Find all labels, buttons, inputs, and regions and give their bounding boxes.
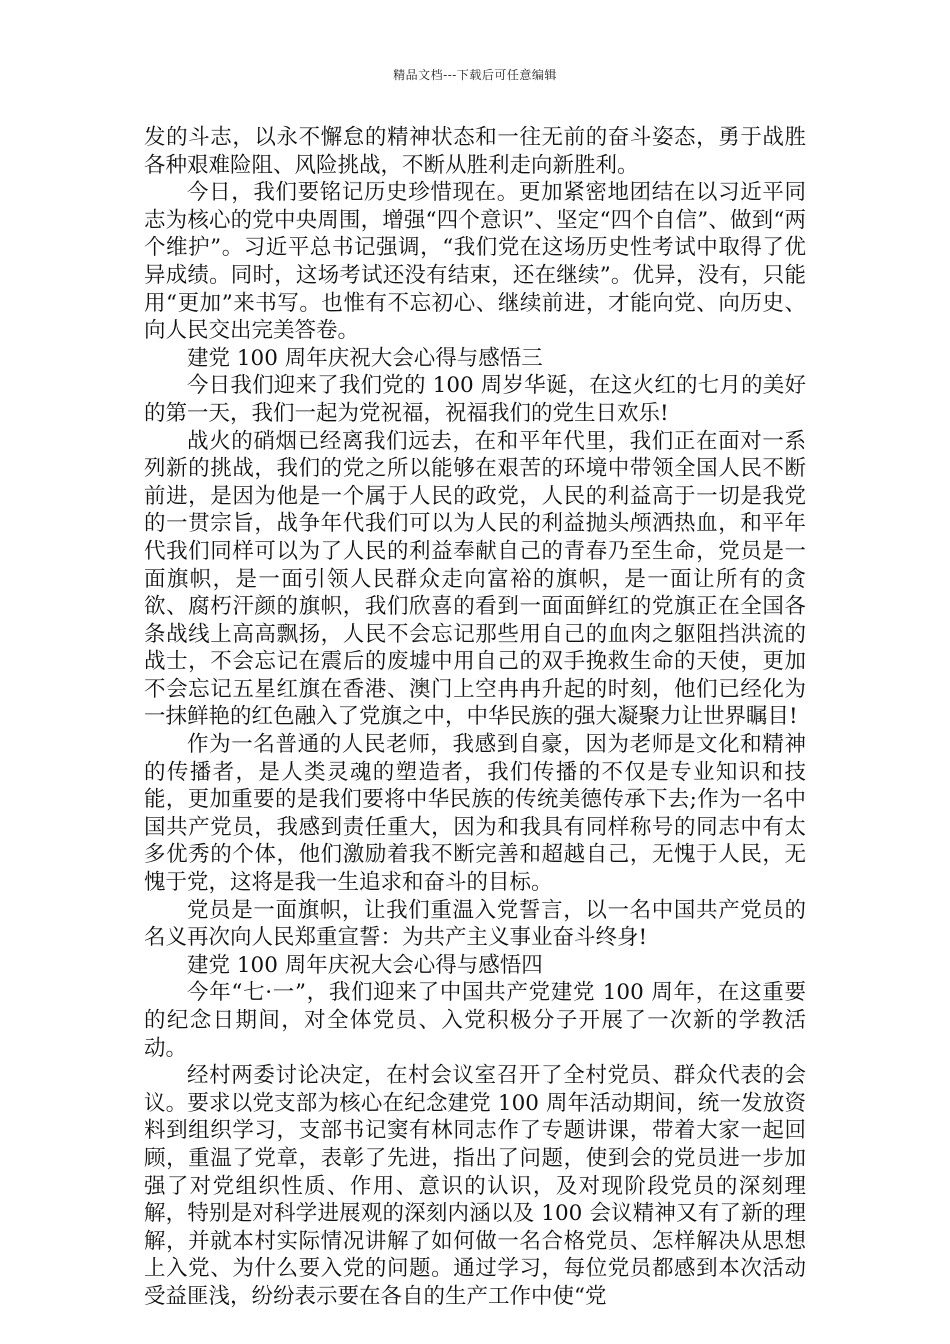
document-body: [144, 124, 806, 1311]
page-header: 精品文档---下载后可任意编辑: [393, 68, 557, 82]
section-heading: 建党 100 周年庆祝大会心得与感悟四: [187, 952, 543, 978]
paragraph: 战火的硝烟已经离我们远去，在和平年代里，我们正在面对一系列新的挑战，我们的党之所以能够在艰苦的环境中带领全国人民不断前进，是因为他是一个属于人民的政党，人民的利益高于一切是我党的一贯宗旨，战争年代我们可以为人民的利益抛头颅洒热血，和平年代我们同样可以为了人民的利益奉献自己的青春乃至生命，党员是一面旗帜，是一面引领人民群众走向富裕的旗帜，是一面让所有的贪欲、腐朽汗颜的旗帜，我们欣喜的看到一面面鲜红的党旗正在全国各条战线上高高飘扬，人民不会忘记那些用自己的血肉之躯阻挡洪流的战士，不会忘记在震后的废墟中用自己的双手挽救生命的天使，更加不会忘记五星红旗在香港、澳门上空冉冉升起的时刻，他们已经化为一抹鲜艳的红色融入了党旗之中，中华民族的强大凝聚力让世界瞩目!: [144, 428, 806, 730]
section-heading: 建党 100 周年庆祝大会心得与感悟三: [187, 345, 543, 371]
paragraph: 今日，我们要铭记历史珍惜现在。更加紧密地团结在以习近平同志为核心的党中央周围，增强“四个意识”、坚定“四个自信”、做到“两个维护”。习近平总书记强调，“我们党在这场历史性考试中取得了优异成绩。同时，这场考试还没有结束，还在继续”。优异，没有，只能用“更加”来书写。也惟有不忘初心、继续前进，才能向党、向历史、向人民交出完美答卷。: [144, 180, 806, 344]
paragraph: 今年“七·一”，我们迎来了中国共产党建党 100 周年，在这重要的纪念日期间，对全体党员、入党积极分子开展了一次新的学教活动。: [144, 980, 806, 1061]
paragraph: 党员是一面旗帜，让我们重温入党誓言，以一名中国共产党员的名义再次向人民郑重宣誓：为共产主义事业奋斗终身!: [144, 897, 806, 951]
paragraph-continuation: 发的斗志，以永不懈怠的精神状态和一往无前的奋斗姿态，勇于战胜各种艰难险阻、风险挑战，不断从胜利走向新胜利。: [144, 125, 806, 178]
paragraph: 作为一名普通的人民老师，我感到自豪，因为老师是文化和精神的传播者，是人类灵魂的塑造者，我们传播的不仅是专业知识和技能，更加重要的是我们要将中华民族的传统美德传承下去;作为一名中国共产党员，我感到责任重大，因为和我具有同样称号的同志中有太多优秀的个体，他们激励着我不断完善和超越自己，无愧于人民，无愧于党，这将是我一生追求和奋斗的目标。: [144, 732, 806, 896]
paragraph: 今日我们迎来了我们党的 100 周岁华诞，在这火红的七月的美好的第一天，我们一起为党祝福，祝福我们的党生日欢乐!: [144, 373, 806, 426]
paragraph: 经村两委讨论决定，在村会议室召开了全村党员、群众代表的会议。要求以党支部为核心在纪念建党 100 周年活动期间，统一发放资料到组织学习，支部书记窦有林同志作了专题讲课，带着大家一起回顾，重温了党章，表彰了先进，指出了问题，使到会的党员进一步加强了对党组织性质、作用、意识的认识，及对现阶段党员的深刻理解，特别是对科学进展观的深刻内涵以及 100 会议精神又有了新的理解，并就本村实际情况讲解了如何做一名合格党员、怎样解决从思想上入党、为什么要入党的问题。通过学习，每位党员都感到本次活动受益匪浅，纷纷表示要在各自的生产工作中使“党: [144, 1063, 806, 1309]
